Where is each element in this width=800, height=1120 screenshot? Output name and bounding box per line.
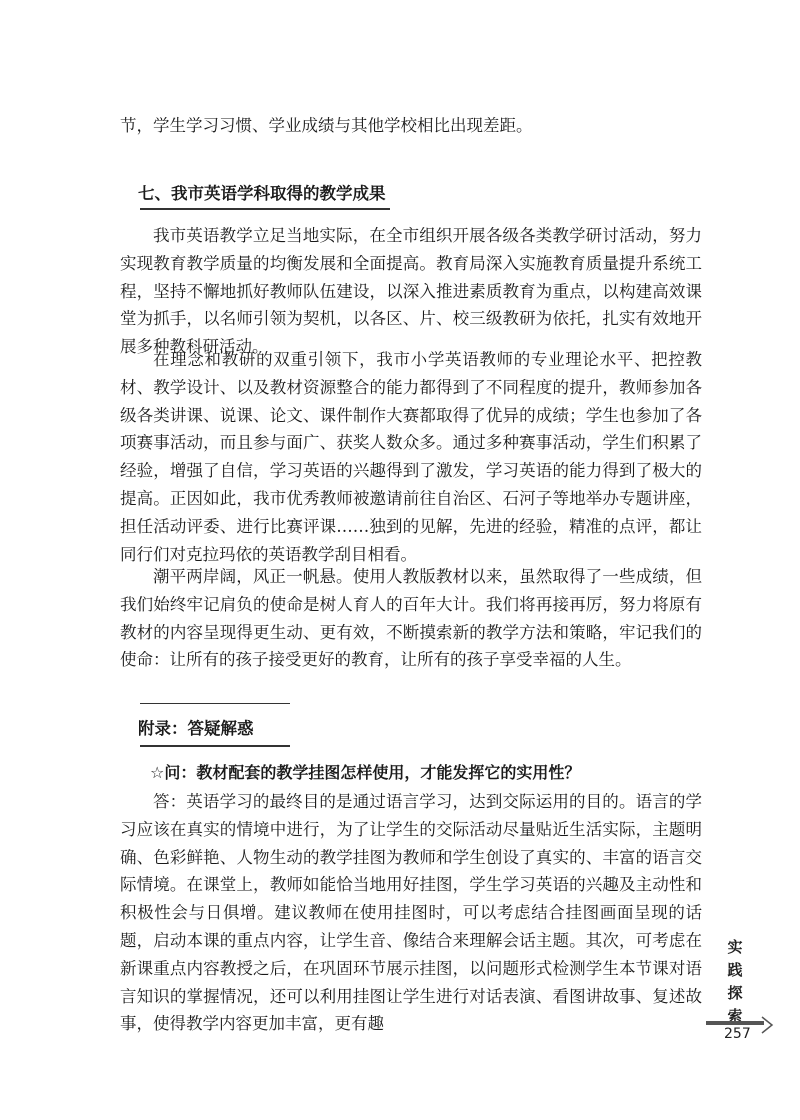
section-side-label bbox=[724, 936, 746, 1028]
question: ☆问：教材配套的教学挂图怎样使用，才能发挥它的实用性？ bbox=[150, 763, 581, 782]
paragraph-continuation: 节，学生学习习惯、学业成绩与其他学校相比出现差距。 bbox=[120, 116, 533, 135]
side-label-char: 实 bbox=[727, 938, 743, 956]
side-label-char: 索 bbox=[727, 1007, 743, 1025]
appendix-heading: 附录：答疑解惑 bbox=[138, 719, 254, 738]
paragraph: 潮平两岸阔，风正一帆悬。使用人教版教材以来，虽然取得了一些成绩，但我们始终牢记肩负的使命是树人育人的百年大计。我们将再接再厉，努力将原有教材的内容呈现得更生动、更有效，不断摸索新的教学方法和策略，牢记我们的使命：让所有的孩子接受更好的教育，让所有的孩子享受幸福的人生。 bbox=[120, 567, 702, 670]
section-heading: 七、我市英语学科取得的教学成果 bbox=[138, 184, 386, 203]
side-label-char: 践 bbox=[727, 961, 743, 979]
heading-underline bbox=[140, 208, 390, 210]
side-label-char: 探 bbox=[727, 984, 743, 1002]
page-number: 257 bbox=[724, 1026, 751, 1042]
page-number-marker bbox=[704, 1016, 774, 1050]
appendix-underline bbox=[140, 745, 290, 747]
paragraph: 在理念和教研的双重引领下，我市小学英语教师的专业理论水平、把控教材、教学设计、以及教材资源整合的能力都得到了不同程度的提升，教师参加各级各类讲课、说课、论文、课件制作大赛都取得了优异的成绩；学生也参加了各项赛事活动，而且参与面广、获奖人数众多。通过多种赛事活动，学生们积累了经验，增强了自信，学习英语的兴趣得到了激发，学习英语的能力得到了极大的提高。正因如此，我市优秀教师被邀请前往自治区、石河子等地举办专题讲座，担任活动评委、进行比赛评课……独到的见解，先进的经验，精准的点评，都让同行们对克拉玛依的英语教学刮目相看。 bbox=[120, 350, 702, 564]
appendix-top-rule bbox=[140, 703, 290, 704]
paragraph: 我市英语教学立足当地实际，在全市组织开展各级各类教学研讨活动，努力实现教育教学质量的均衡发展和全面提高。教育局深入实施教育质量提升系统工程，坚持不懈地抓好教师队伍建设，以深入推进素质教育为重点，以构建高效课堂为抓手，以名师引领为契机，以各区、片、校三级教研为依托，扎实有效地开展多种教科研活动。 bbox=[120, 226, 702, 357]
answer-paragraph: 答：英语学习的最终目的是通过语言学习，达到交际运用的目的。语言的学习应该在真实的情境中进行，为了让学生的交际活动尽量贴近生活实际，主题明确、色彩鲜艳、人物生动的教学挂图为教师和学生创设了真实的、丰富的语言交际情境。在课堂上，教师如能恰当地用好挂图，学生学习英语的兴趣及主动性和积极性会与日俱增。建议教师在使用挂图时，可以考虑结合挂图画面呈现的话题，启动本课的重点内容，让学生音、像结合来理解会话主题。其次，可考虑在新课重点内容教授之后，在巩固环节展示挂图，以问题形式检测学生本节课对语言知识的掌握情况，还可以利用挂图让学生进行对话表演、看图讲故事、复述故事，使得教学内容更加丰富，更有趣 bbox=[120, 792, 702, 1034]
